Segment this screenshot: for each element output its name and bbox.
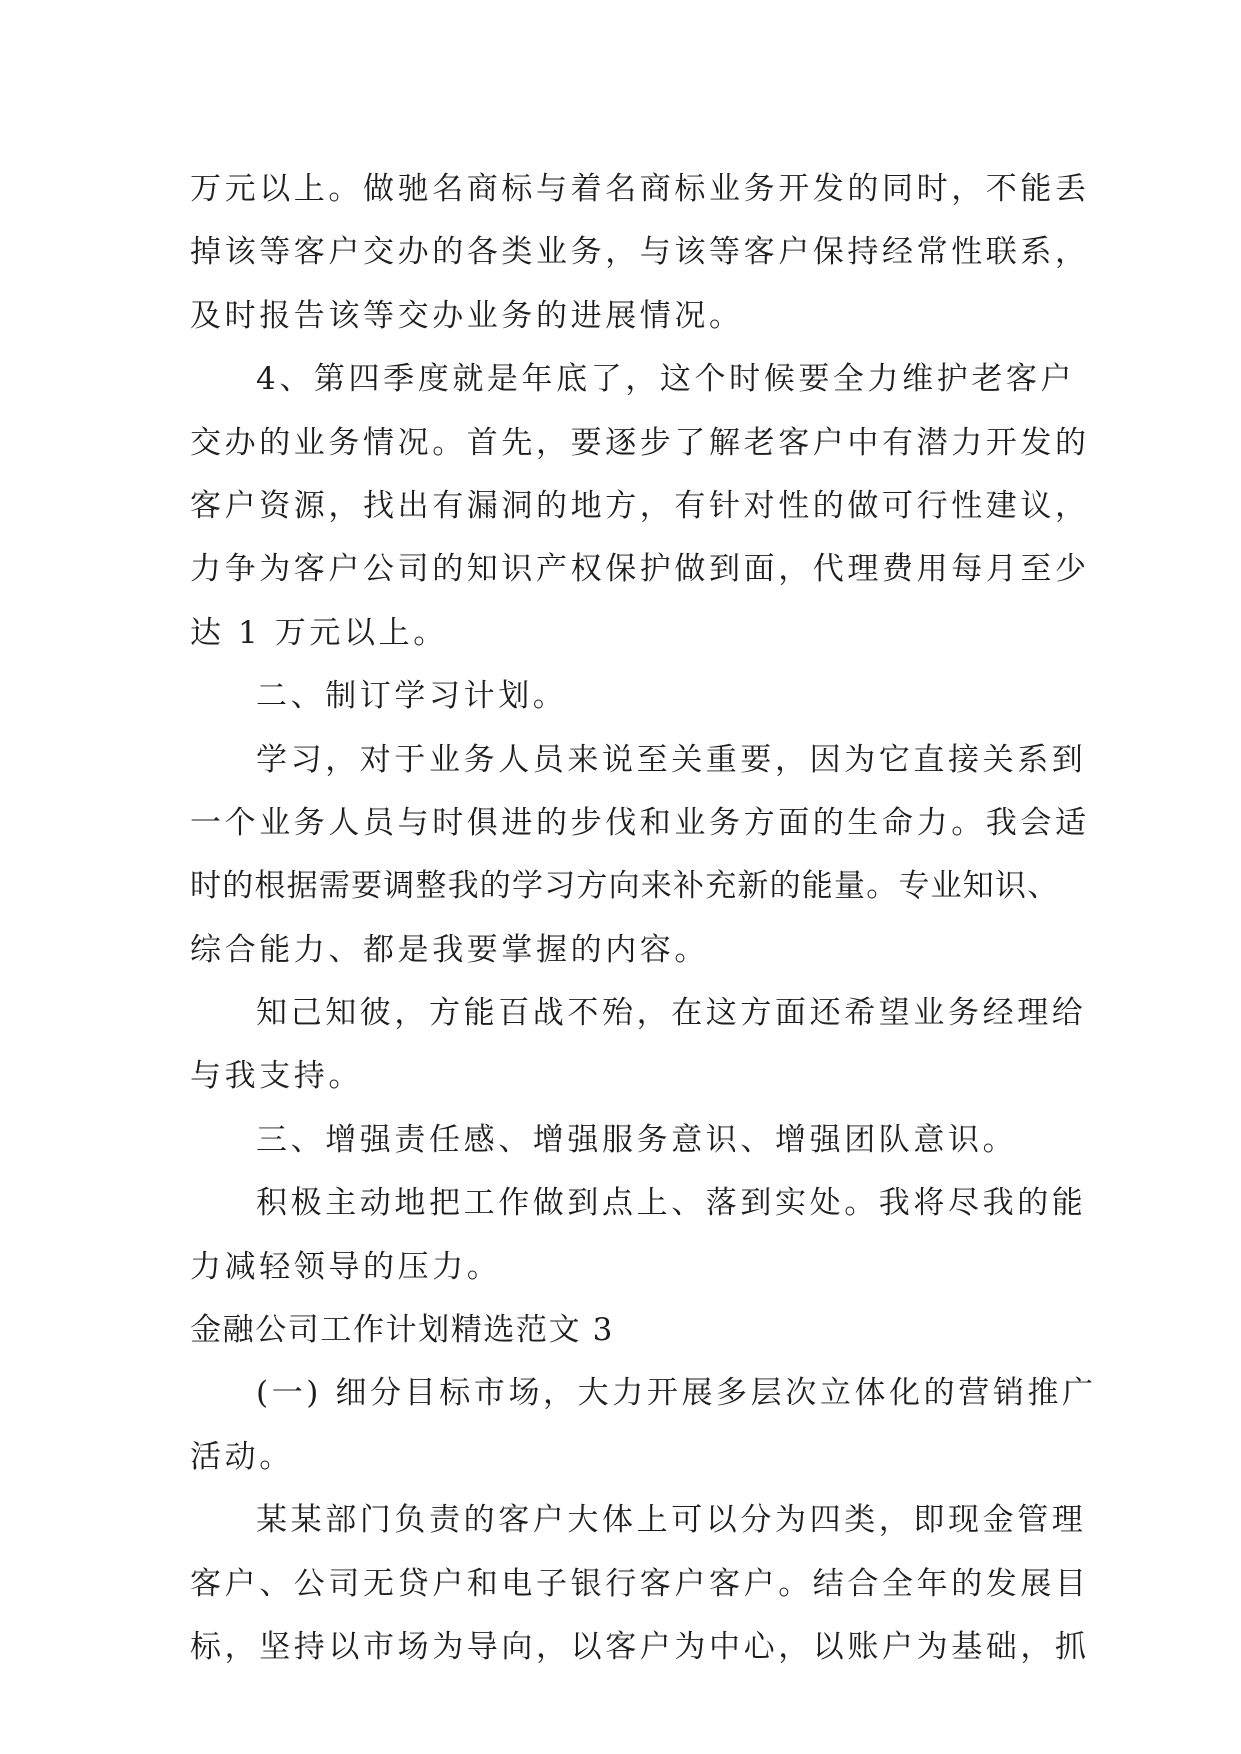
text-line: 时的根据需要调整我的学习方向来补充新的能量。专业知识、: [190, 868, 1060, 905]
text-line: 达 1 万元以上。: [190, 614, 448, 651]
text-line: 掉该等客户交办的各类业务，与该等客户保持经常性联系，: [190, 234, 1090, 271]
text-line: 万元以上。做驰名商标与着名商标业务开发的同时，不能丢: [190, 171, 1090, 207]
text-line: 及时报告该等交办业务的进展情况。: [190, 297, 744, 334]
section-heading: 三、增强责任感、增强服务意识、增强团队意识。: [256, 1121, 1018, 1158]
text-line: 客户、公司无贷户和电子银行客户客户。结合全年的发展目: [190, 1565, 1090, 1602]
section-heading: 二、制订学习计划。: [256, 678, 568, 715]
text-line: 力争为客户公司的知识产权保护做到面，代理费用每月至少: [190, 551, 1090, 588]
text-line: 活动。: [190, 1438, 294, 1475]
paragraph-first-line: 某某部门负责的客户大体上可以分为四类，即现金管理: [256, 1502, 1087, 1539]
paragraph-first-line: 知己知彼，方能百战不殆，在这方面还希望业务经理给: [256, 995, 1087, 1032]
text-line: 力减轻领导的压力。: [190, 1248, 502, 1285]
article-title: 金融公司工作计划精选范文 3: [190, 1312, 614, 1349]
text-line: 综合能力、都是我要掌握的内容。: [190, 931, 709, 968]
text-line: 交办的业务情况。首先，要逐步了解老客户中有潜力开发的: [190, 424, 1090, 461]
paragraph-first-line: 学习，对于业务人员来说至关重要，因为它直接关系到: [256, 741, 1087, 778]
text-line: 标，坚持以市场为导向，以客户为中心，以账户为基础，抓: [190, 1628, 1090, 1665]
paragraph-first-line: 积极主动地把工作做到点上、落到实处。我将尽我的能: [256, 1185, 1087, 1222]
document-body: [190, 158, 1097, 1679]
paragraph-first-line: 4、第四季度就是年底了，这个时候要全力维护老客户: [256, 361, 1076, 398]
text-line: 与我支持。: [190, 1058, 363, 1095]
subsection-heading: (一) 细分目标市场，大力开展多层次立体化的营销推广: [256, 1375, 1097, 1412]
text-line: 一个业务人员与时俱进的步伐和业务方面的生命力。我会适: [190, 804, 1090, 841]
text-line: 客户资源，找出有漏洞的地方，有针对性的做可行性建议，: [190, 487, 1090, 524]
